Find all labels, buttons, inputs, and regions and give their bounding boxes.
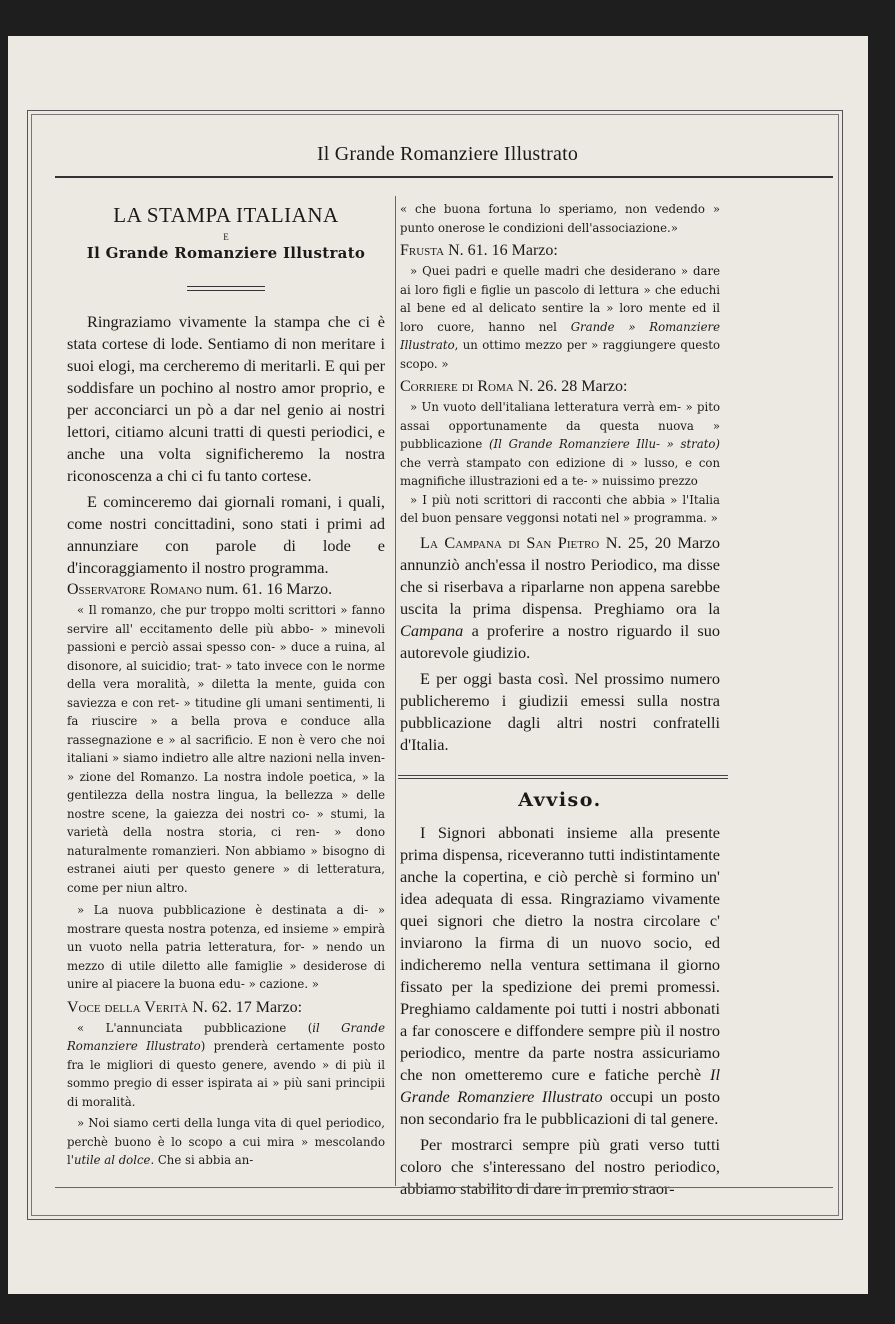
paragraph-italic: Campana bbox=[400, 620, 464, 640]
intro-paragraph-2: E cominceremo dai giornali romani, i quali, come nostri concittadini, sono stati i primi ad annunziare con parole di lode e d'incoraggiamento il nostro programma. bbox=[67, 492, 385, 577]
source-date: N. 62. 17 Marzo: bbox=[188, 998, 303, 1016]
quote-text: « L'annunciata pubblicazione ( bbox=[77, 1020, 313, 1035]
section-rule bbox=[398, 775, 728, 779]
quote-paragraph bbox=[67, 1019, 385, 1112]
header-rule bbox=[55, 176, 833, 178]
article-title: LA STAMPA ITALIANA bbox=[113, 203, 339, 227]
quote-text: » Noi siamo certi della lunga vita di quel periodico, perchè buono è lo scopo a cui mira » mescolando l' bbox=[67, 1116, 385, 1167]
quote-italic: il Grande Romanziere Illustrato bbox=[67, 1020, 385, 1053]
quote-text: » Un vuoto dell'italiana letteratura verrà em- » pito assai opportunamente da questa nuova » pubblicazione bbox=[400, 400, 720, 451]
source-heading bbox=[67, 997, 385, 1019]
paragraph-text: occupi un posto non secondario fra le pubblicazioni di tal genere. bbox=[400, 1087, 720, 1128]
campana-paragraph bbox=[400, 532, 720, 664]
source-name: Corriere di Roma bbox=[400, 378, 514, 395]
notice-paragraph-2: Per mostrarci sempre più grati verso tutti coloro che s'interessano del nostro periodico, abbiamo stabilito di dare in premio straor- bbox=[400, 1135, 720, 1198]
quote-paragraph bbox=[67, 1114, 385, 1170]
notice-section bbox=[400, 822, 720, 1200]
source-name: Voce della Verità bbox=[67, 998, 189, 1016]
left-column bbox=[67, 200, 385, 1170]
quote-paragraph bbox=[400, 398, 720, 491]
title-ornament-rule bbox=[187, 286, 265, 291]
quote-paragraph: » La nuova pubblicazione è destinata a di- » mostrare questa nostra potenza, ed insieme » empirà un vuoto nella patria letteratura, for- » nendo un mezzo di utile diletto alle famiglie » desiderose di unire al piacere la buona edu- » cazione. » bbox=[67, 903, 385, 991]
source-date: N. 61. 16 Marzo: bbox=[444, 242, 558, 259]
source-date: N. 26. 28 Marzo: bbox=[513, 378, 628, 395]
quote-italic: Grande » Romanziere Illustrato bbox=[400, 319, 720, 352]
source-name: Osservatore Romano bbox=[67, 581, 202, 598]
source-heading bbox=[400, 376, 720, 398]
column-divider bbox=[395, 196, 396, 1186]
running-title: Il Grande Romanziere Illustrato bbox=[316, 143, 579, 165]
quote-text: , un ottimo mezzo per » raggiungere questo scopo. » bbox=[400, 338, 720, 371]
quote-italic: utile al dolce bbox=[73, 1153, 151, 1167]
quote-text: » Quei padri e quelle madri che desiderano » dare ai loro figli e figlie un pascolo di lettura » che educhi al bene ed al delicato sentire la » loro mente ed il loro cuore, hanno nel bbox=[400, 264, 720, 334]
source-heading bbox=[400, 240, 720, 262]
quote-paragraph: « Il romanzo, che pur troppo molti scrittori » fanno servire all' eccitamento delle più abbo- » minevoli passioni e perciò assai spesso con- » duce a ruina, al disonore, al suicidio; trat- » tato invece con le norme della vera moralità, » diletta la mente, guida con saviezza e con ret- » titudine gli umani sentimenti, li fa riuscire » a bella prova e conduce alla rassegnazione e » al sacrificio. E non è vero che noi italiani » siamo indietro alle altre nazioni nella inven- » zione del Romanzo. La nostra indole poetica, » la gentilezza della nostra lingua, la bellezza » delle nostre scene, la gaiezza dei nostri co- » stumi, la varietà della nostra storia, ci ren- » dono naturalmente romanzieri. Non abbiamo » bisogno di estranei aiuti per questo genere » di letteratura, come per niun altro. bbox=[67, 603, 385, 895]
right-column bbox=[400, 200, 720, 756]
closing-paragraph: E per oggi basta così. Nel prossimo numero publicheremo i giudizii emessi sulla nostra pubblicazione dagli altri nostri confratelli d'Italia. bbox=[400, 668, 720, 754]
notice-title: Avviso. bbox=[518, 789, 602, 811]
footer-rule bbox=[55, 1187, 833, 1188]
quote-paragraph bbox=[400, 262, 720, 373]
intro-paragraph: Ringraziamo vivamente la stampa che ci è stata cortese di lode. Sentiamo di non meritare i suoi elogi, ma cercheremo di meritarli. E qui per soddisfare un pochino al nostro amor proprio, e per acconciarci un pò a dar nel genio ai nostri lettori, citiamo alcuni tratti di questi periodici, e anche una volta significheremo la nostra riconoscenza a chi ci fu tanto cortese. bbox=[67, 312, 385, 485]
source-date: num. 61. 16 Marzo. bbox=[201, 581, 333, 598]
source-name: La Campana di San Pietro bbox=[420, 532, 600, 552]
source-heading bbox=[67, 579, 385, 601]
paragraph-italic: Il Grande Romanziere Illustrato bbox=[400, 1065, 720, 1106]
article-subtitle: Il Grande Romanziere Illustrato bbox=[86, 244, 366, 262]
quote-text: ) prenderà certamente posto fra le migliori di questo genere, avendo » di più il sommo pregio di esser ispirata ai » più sani principii di moralità. bbox=[67, 1039, 385, 1109]
quote-paragraph: « che buona fortuna lo speriamo, non vedendo » punto onerose le condizioni dell'associazione.» bbox=[400, 202, 720, 235]
paragraph-text: I Signori abbonati insieme alla presente prima dispensa, riceveranno tutti indistintamente anche la copertina, e ciò perchè si formino un' idea adequata di essa. Ringraziamo vivamente quei signori che dietro la nostra circolare c' inviarono la firma di un nuovo socio, ed indicheremo nella ventura settimana il giorno fissato per la spedizione dei premi promessi. Preghiamo caldamente poi tutti i nostri abbonati a far conoscere e diffondere sempre più il nostro periodico, mentre da parte nostra assicuriamo che non ometteremo cure e fatiche perchè bbox=[400, 823, 720, 1084]
quote-italic: (Il Grande Romanziere Illu- » strato) bbox=[489, 437, 720, 451]
paragraph-text: N. 25, 20 Marzo annunziò anch'essa il nostro Periodico, ma disse che si riserbava a riparlarne non appena sarebbe uscita la prima dispensa. Preghiamo ora la bbox=[400, 532, 721, 618]
quote-paragraph: » I più noti scrittori di racconti che abbia » l'Italia del buon pensare veggonsi notati nel » programma. » bbox=[400, 492, 720, 525]
source-name: Frusta bbox=[400, 242, 445, 259]
paragraph-text: a proferire a nostro riguardo il suo autorevole giudizio. bbox=[400, 620, 720, 662]
quote-text: che verrà stampato con edizione di » lusso, e con magnifiche illustrazioni ed a te- » nuissimo prezzo bbox=[400, 455, 720, 488]
quote-text: . Che si abbia an- bbox=[150, 1153, 254, 1167]
notice-paragraph bbox=[400, 822, 720, 1130]
title-conjunction: E bbox=[223, 232, 229, 242]
